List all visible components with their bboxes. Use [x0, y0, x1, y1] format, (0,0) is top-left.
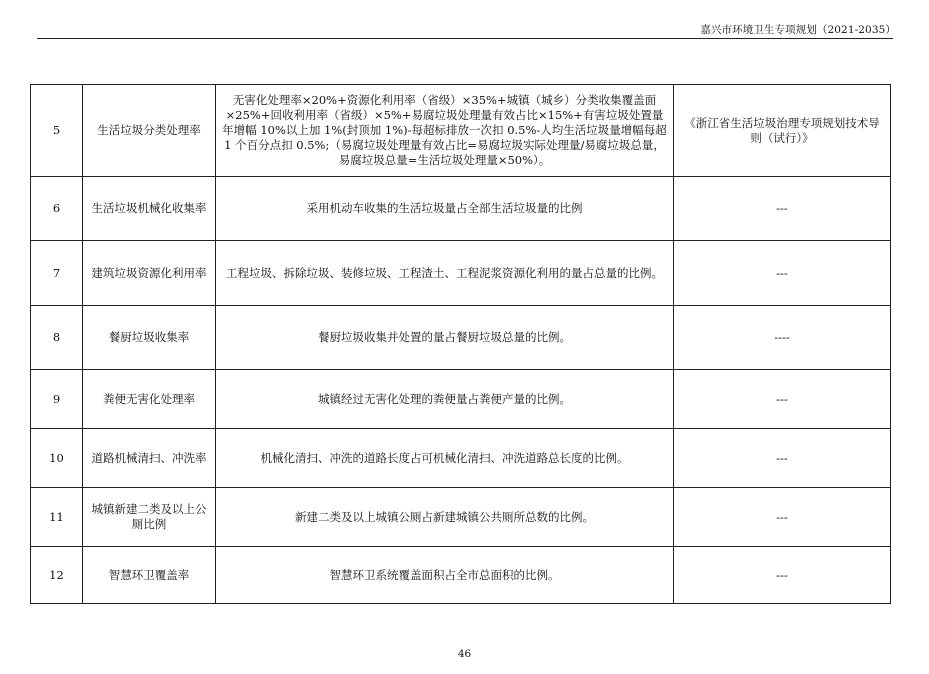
indicator-name-cell: 粪便无害化处理率 [83, 370, 216, 429]
indicator-definition-cell: 无害化处理率×20%+资源化利用率（省级）×35%+城镇（城乡）分类收集覆盖面×25%+回收利用率（省级）×5%+易腐垃圾处理量有效占比×15%+有害垃圾处置量年增幅 10%以上加 1%(封顶加 1%)-每超标排放一次扣 0.5%-人均生活垃圾量增幅每超 1 个百分点扣 0.5%;（易腐垃圾处理量有效占比=易腐垃圾实际处理量/易腐垃圾总量，易腐垃圾总量=生活垃圾处理量×50%）。 [216, 85, 674, 177]
indicator-definition-cell: 采用机动车收集的生活垃圾量占全部生活垃圾量的比例 [216, 177, 674, 241]
row-number-cell: 5 [31, 85, 83, 177]
row-number-cell: 6 [31, 177, 83, 241]
row-number-cell: 8 [31, 306, 83, 370]
table-row [31, 547, 891, 604]
indicator-name-cell: 城镇新建二类及以上公厕比例 [83, 488, 216, 547]
indicator-name-cell: 智慧环卫覆盖率 [83, 547, 216, 604]
page-header-title: 嘉兴市环境卫生专项规划（2021-2035） [700, 24, 896, 36]
source-cell: --- [674, 429, 891, 488]
indicator-definition-cell: 新建二类及以上城镇公厕占新建城镇公共厕所总数的比例。 [216, 488, 674, 547]
indicator-name-cell: 生活垃圾分类处理率 [83, 85, 216, 177]
source-cell: --- [674, 488, 891, 547]
table-row [31, 177, 891, 241]
source-cell: --- [674, 177, 891, 241]
indicator-name-cell: 餐厨垃圾收集率 [83, 306, 216, 370]
source-cell: ---- [674, 306, 891, 370]
indicator-definition-cell: 餐厨垃圾收集并处置的量占餐厨垃圾总量的比例。 [216, 306, 674, 370]
indicator-name-cell: 建筑垃圾资源化利用率 [83, 241, 216, 306]
row-number-cell: 9 [31, 370, 83, 429]
table-row [31, 241, 891, 306]
table-row [31, 85, 891, 177]
indicator-table [30, 84, 891, 604]
indicator-name-cell: 道路机械清扫、冲洗率 [83, 429, 216, 488]
source-cell: 《浙江省生活垃圾治理专项规划技术导则（试行）》 [674, 85, 891, 177]
row-number-cell: 11 [31, 488, 83, 547]
row-number-cell: 10 [31, 429, 83, 488]
row-number-cell: 12 [31, 547, 83, 604]
indicator-definition-cell: 工程垃圾、拆除垃圾、装修垃圾、工程渣土、工程泥浆资源化利用的量占总量的比例。 [216, 241, 674, 306]
indicator-name-cell: 生活垃圾机械化收集率 [83, 177, 216, 241]
table-row [31, 488, 891, 547]
source-cell: --- [674, 370, 891, 429]
indicator-definition-cell: 智慧环卫系统覆盖面积占全市总面积的比例。 [216, 547, 674, 604]
source-cell: --- [674, 241, 891, 306]
table-row [31, 306, 891, 370]
indicator-definition-cell: 城镇经过无害化处理的粪便量占粪便产量的比例。 [216, 370, 674, 429]
table-row [31, 370, 891, 429]
source-cell: --- [674, 547, 891, 604]
row-number-cell: 7 [31, 241, 83, 306]
header-rule [37, 38, 893, 39]
table-row [31, 429, 891, 488]
indicator-definition-cell: 机械化清扫、冲洗的道路长度占可机械化清扫、冲洗道路总长度的比例。 [216, 429, 674, 488]
page-number: 46 [457, 648, 472, 660]
